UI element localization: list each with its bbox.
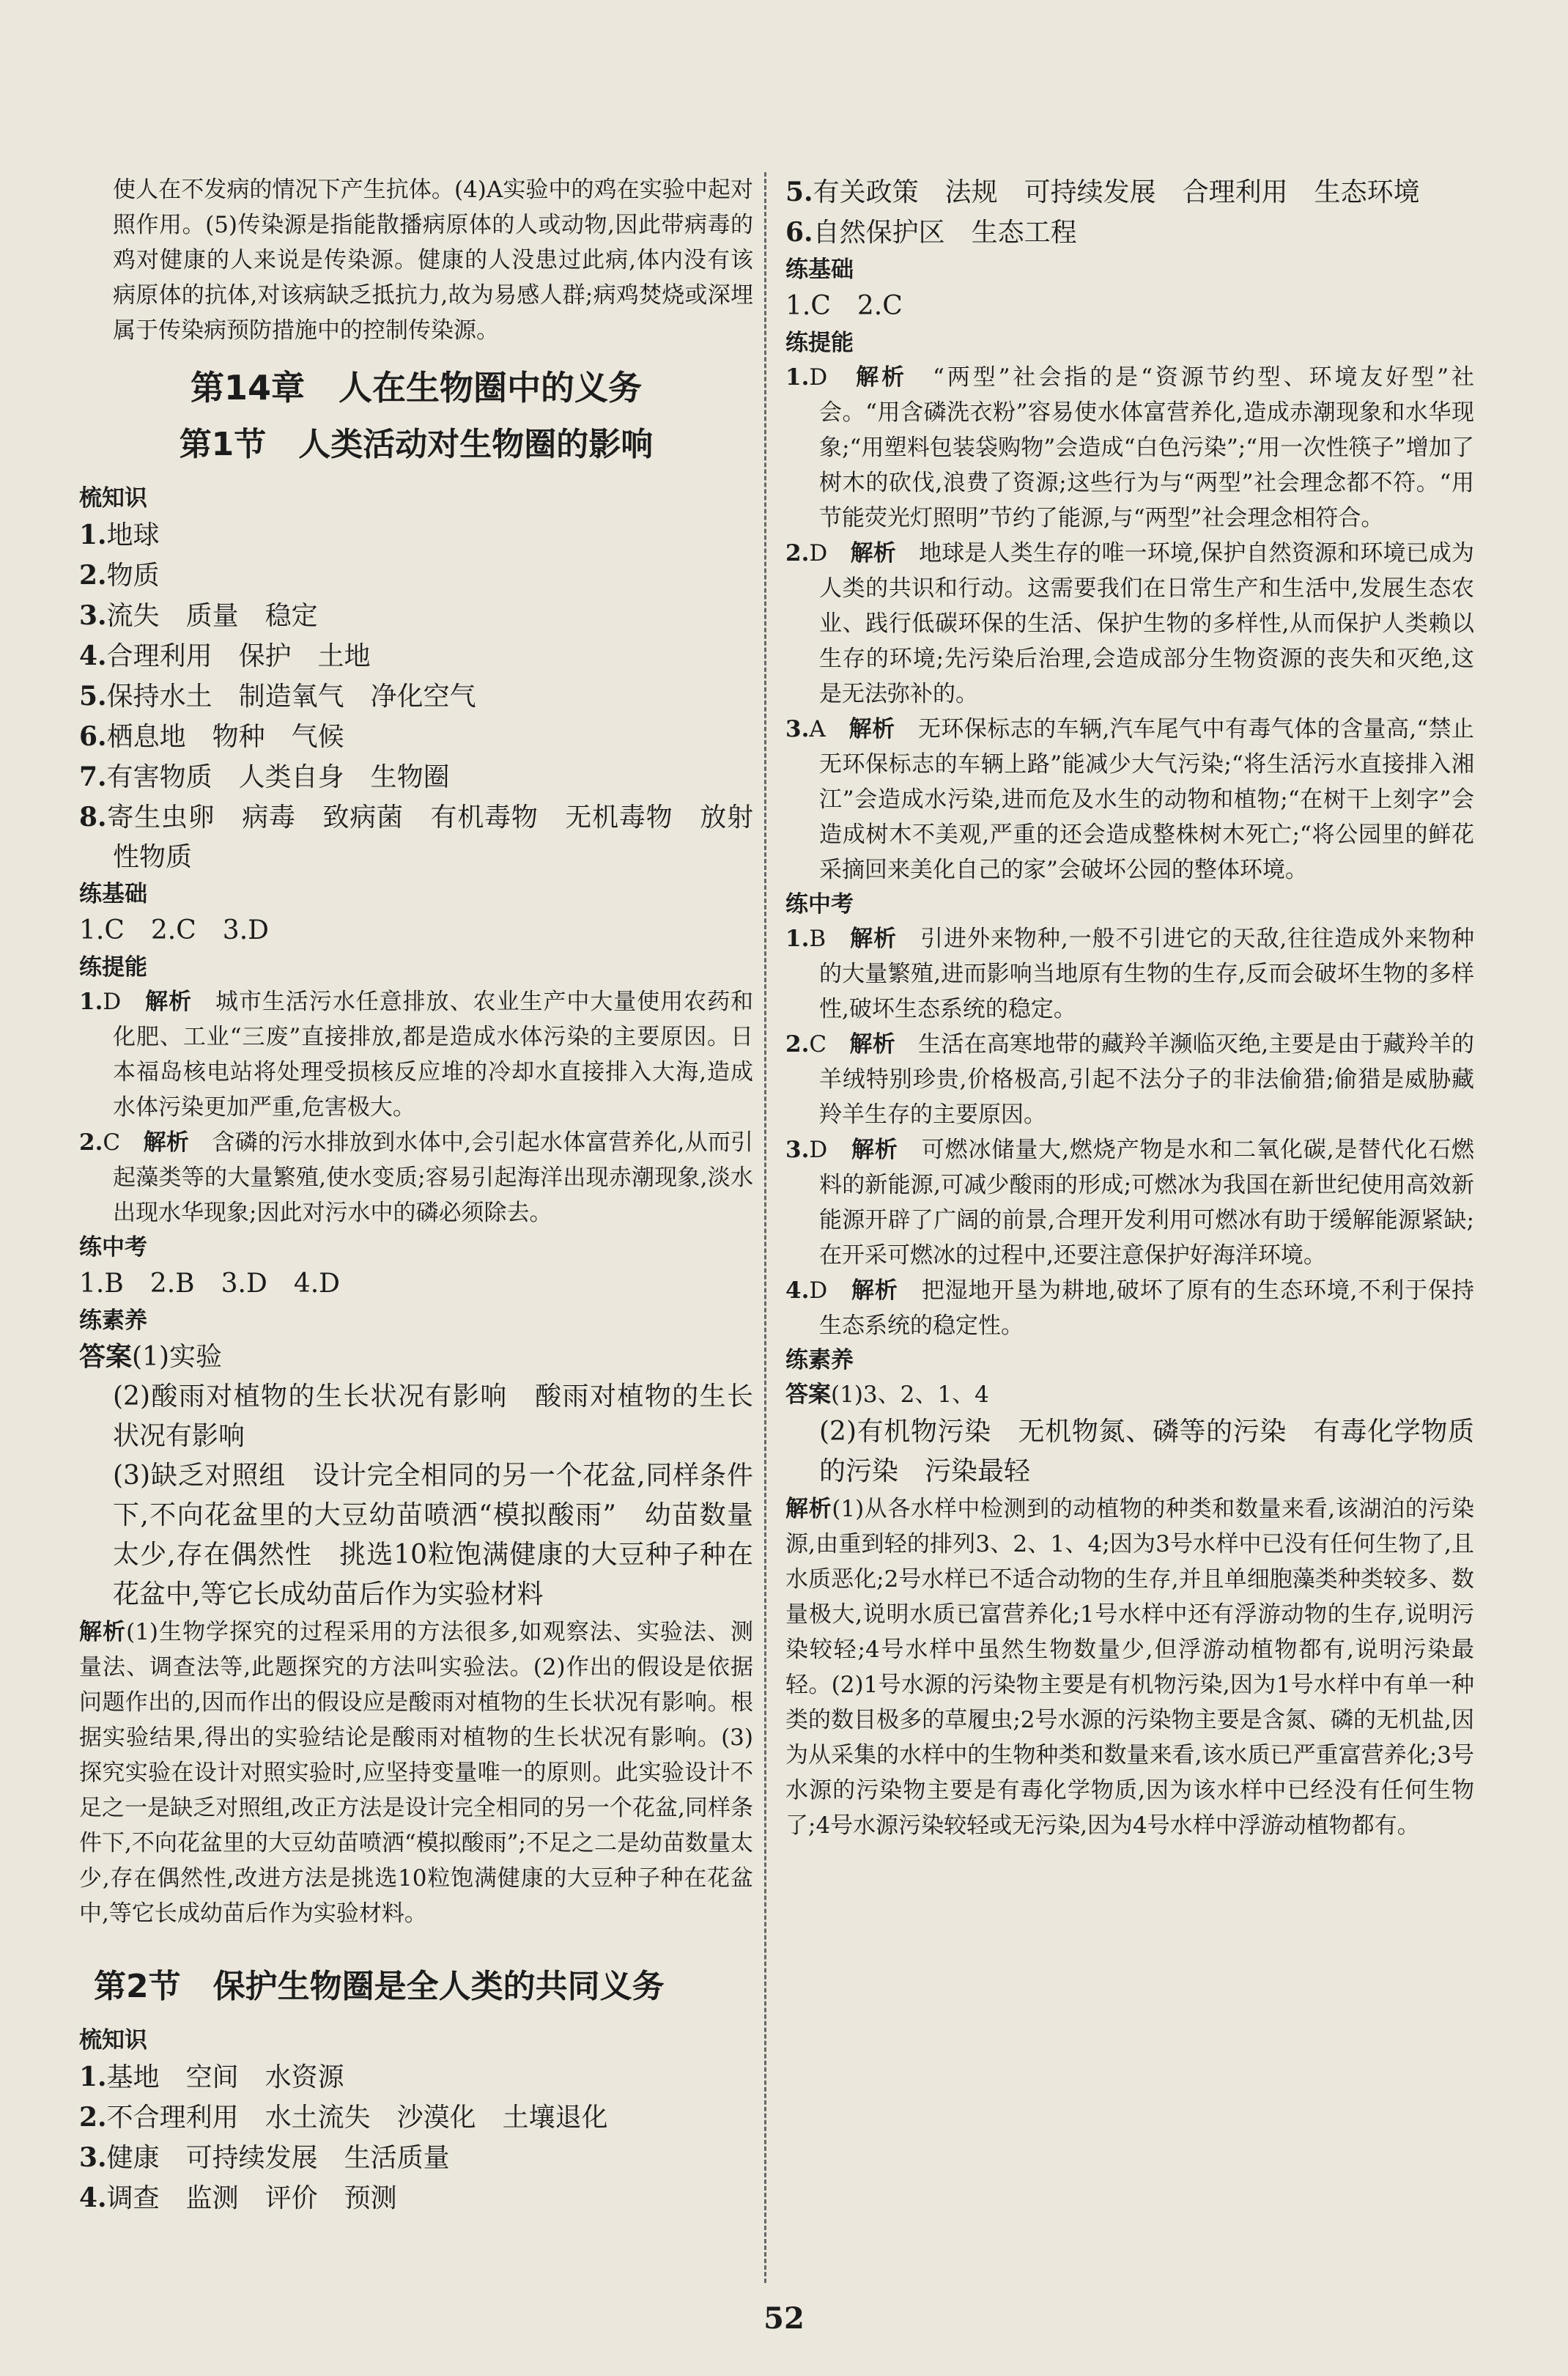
s1-jichu-answers: 1.C 2.C 3.D [79,915,269,945]
page-number: 52 [763,2301,805,2336]
list-item: 8.寄生虫卵 病毒 致病菌 有机毒物 无机毒物 放射性物质 [79,802,753,872]
list-item: 1.B 解析 引进外来物种,一般不引进它的天敌,往往造成外来物种的大量繁殖,进而影响当地原有生物的生存,反而会破坏生物的多样性,破坏生态系统的稳定。 [785,926,1475,1022]
list-item: 6.自然保护区 生态工程 [785,217,1077,248]
list-item: 4.合理利用 保护 土地 [79,641,371,671]
list-item: 1.D 解析 “两型”社会指的是“资源节约型、环境友好型”社会。“用含磷洗衣粉”容易使水体富营养化,造成赤潮现象和水华现象;“用塑料包装袋购物”会造成“白色污染”;“用一次性筷子”增加了树木的砍伐,浪费了资源;这些行为与“两型”社会理念都不符。“用节能荧光灯照明”节约了能源,与“两型”社会理念相符合。 [785,364,1475,531]
list-item: 2.物质 [79,560,160,591]
s2-tineng-label: 练提能 [785,330,854,356]
list-item: 1.地球 [79,520,160,550]
s1-zhongkao-label: 练中考 [79,1234,147,1261]
list-item: 3.D 解析 可燃冰储量大,燃烧产物是水和二氧化碳,是替代化石燃料的新能源,可减少酸雨的形成;可燃冰为我国在新世纪使用高效新能源开辟了广阔的前景,合理开发利用可燃冰有助于缓解能源紧缺;在开采可燃冰的过程中,还要注意保护好海洋环境。 [785,1137,1474,1269]
list-item: 1.D 解析 城市生活污水任意排放、农业生产中大量使用农药和化肥、工业“三废”直接排放,都是造成水体污染的主要原因。日本福岛核电站将处理受损核反应堆的冷却水直接排入大海,造成水体污染更加严重,危害极大。 [79,989,754,1121]
list-item: 1.基地 空间 水资源 [79,2062,344,2092]
list-item: 3.健康 可持续发展 生活质量 [79,2142,450,2173]
list-item: 5.有关政策 法规 可持续发展 合理利用 生态环境 [785,177,1420,207]
chapter-title: 第14章 人在生物圈中的义务 [190,368,642,407]
s2-zhongkao-label: 练中考 [785,891,854,918]
s1-zhishi-label: 梳知识 [79,485,147,512]
s1-answer-2: (2)酸雨对植物的生长状况有影响 酸雨对植物的生长状况有影响 [113,1381,753,1451]
section-1-title: 第1节 人类活动对生物圈的影响 [179,426,654,463]
s1-zhongkao-answers: 1.B 2.B 3.D 4.D [79,1269,341,1299]
intro-paragraph: 使人在不发病的情况下产生抗体。(4)A实验中的鸡在实验中起对照作用。(5)传染源是指能散播病原体的人或动物,因此带病毒的鸡对健康的人来说是传染源。健康的人没患过此病,体内没有该病原体的抗体,对该病缺乏抵抗力,故为易感人群;病鸡焚烧或深埋属于传染病预防措施中的控制传染源。 [113,177,753,344]
s2-jichu-label: 练基础 [785,257,854,283]
s1-answer-3: (3)缺乏对照组 设计完全相同的另一个花盆,同样条件下,不向花盆里的大豆幼苗喷洒“模拟酸雨” 幼苗数量太少,存在偶然性 挑选10粒饱满健康的大豆种子种在花盆中,等它长成幼苗后作为实验材料 [113,1461,753,1609]
section-2-title: 第2节 保护生物圈是全人类的共同义务 [94,1968,665,2005]
list-item: 3.流失 质量 稳定 [79,600,318,631]
left-column [79,172,753,2218]
s2-answer-1: 答案(1)3、2、1、4 [785,1381,989,1408]
s1-zhishi-list [79,515,753,877]
list-item: 2.D 解析 地球是人类生存的唯一环境,保护自然资源和环境已成为人类的共识和行动。这需要我们在日常生产和生活中,发展生态农业、践行低碳环保的生活、保护生物的多样性,从而保护人类赖以生存的环境;先污染后治理,会造成部分生物资源的丧失和灭绝,这是无法弥补的。 [785,540,1475,707]
s2-answer-2: (2)有机物污染 无机物氮、磷等的污染 有毒化学物质的污染 污染最轻 [819,1417,1474,1486]
right-column [785,172,1474,1843]
s1-answer-1: 答案(1)实验 [79,1342,223,1372]
s2-jichu-answers: 1.C 2.C [785,291,903,321]
list-item: 2.C 解析 生活在高寒地带的藏羚羊濒临灭绝,主要是由于藏羚羊的羊绒特别珍贵,价格极高,引起不法分子的非法偷猎;偷猎是威胁藏羚羊生存的主要原因。 [785,1031,1475,1128]
column-divider [764,172,766,2283]
s1-analysis: 解析(1)生物学探究的过程采用的方法很多,如观察法、实验法、测量法、调查法等,此题探究的方法叫实验法。(2)作出的假设是依据问题作出的,因而作出的假设应是酸雨对植物的生长状况有影响。根据实验结果,得出的实验结论是酸雨对植物的生长状况有影响。(3)探究实验在设计对照实验时,应坚持变量唯一的原则。此实验设计不足之一是缺乏对照组,改正方法是设计完全相同的另一个花盆,同样条件下,不向花盆里的大豆幼苗喷洒“模拟酸雨”;不足之二是幼苗数量太少,存在偶然性,改进方法是挑选10粒饱满健康的大豆种子种在花盆中,等它长成幼苗后作为实验材料。 [79,1619,754,1927]
list-item: 4.D 解析 把湿地开垦为耕地,破坏了原有的生态环境,不利于保持生态系统的稳定性。 [785,1277,1474,1339]
s1-suyang-label: 练素养 [79,1307,147,1334]
list-item: 6.栖息地 物种 气候 [79,721,344,752]
list-item: 7.有害物质 人类自身 生物圈 [79,761,450,792]
list-item: 4.调查 监测 评价 预测 [79,2183,397,2213]
s2-suyang-label: 练素养 [785,1347,854,1373]
list-item: 2.C 解析 含磷的污水排放到水体中,会引起水体富营养化,从而引起藻类等的大量繁殖,使水变质;容易引起海洋出现赤潮现象,淡水出现水华现象;因此对污水中的磷必须除去。 [79,1129,754,1226]
s1-tineng-label: 练提能 [79,954,147,981]
list-item: 5.保持水土 制造氧气 净化空气 [79,681,476,712]
list-item: 2.不合理利用 水土流失 沙漠化 土壤退化 [79,2102,608,2133]
s2-analysis: 解析(1)从各水样中检测到的动植物的种类和数量来看,该湖泊的污染源,由重到轻的排列3、2、1、4;因为3号水样中已没有任何生物了,且水质恶化;2号水样已不适合动物的生存,并且单细胞藻类种类较多、数量极大,说明水质已富营养化;1号水样中还有浮游动物的生存,说明污染较轻;4号水样中虽然生物数量少,但浮游动植物都有,说明污染最轻。(2)1号水源的污染物主要是有机物污染,因为1号水样中有单一种类的数目极多的草履虫;2号水源的污染物主要是含氮、磷的无机盐,因为从采集的水样中的生物种类和数量来看,该水质已严重富营养化;3号水源的污染物主要是有毒化学物质,因为该水样中已经没有任何生物了;4号水源污染较轻或无污染,因为4号水样中浮游动植物都有。 [785,1496,1475,1839]
list-item: 3.A 解析 无环保标志的车辆,汽车尾气中有毒气体的含量高,“禁止无环保标志的车辆上路”能减少大气污染;“将生活污水直接排入湘江”会造成水污染,进而危及水生的动物和植物;“在树干上刻字”会造成树木不美观,严重的还会造成整株树木死亡;“将公园里的鲜花采摘回来美化自己的家”会破坏公园的整体环境。 [785,716,1474,883]
s2-zhishi-label: 梳知识 [79,2027,147,2054]
s1-jichu-label: 练基础 [79,881,147,907]
